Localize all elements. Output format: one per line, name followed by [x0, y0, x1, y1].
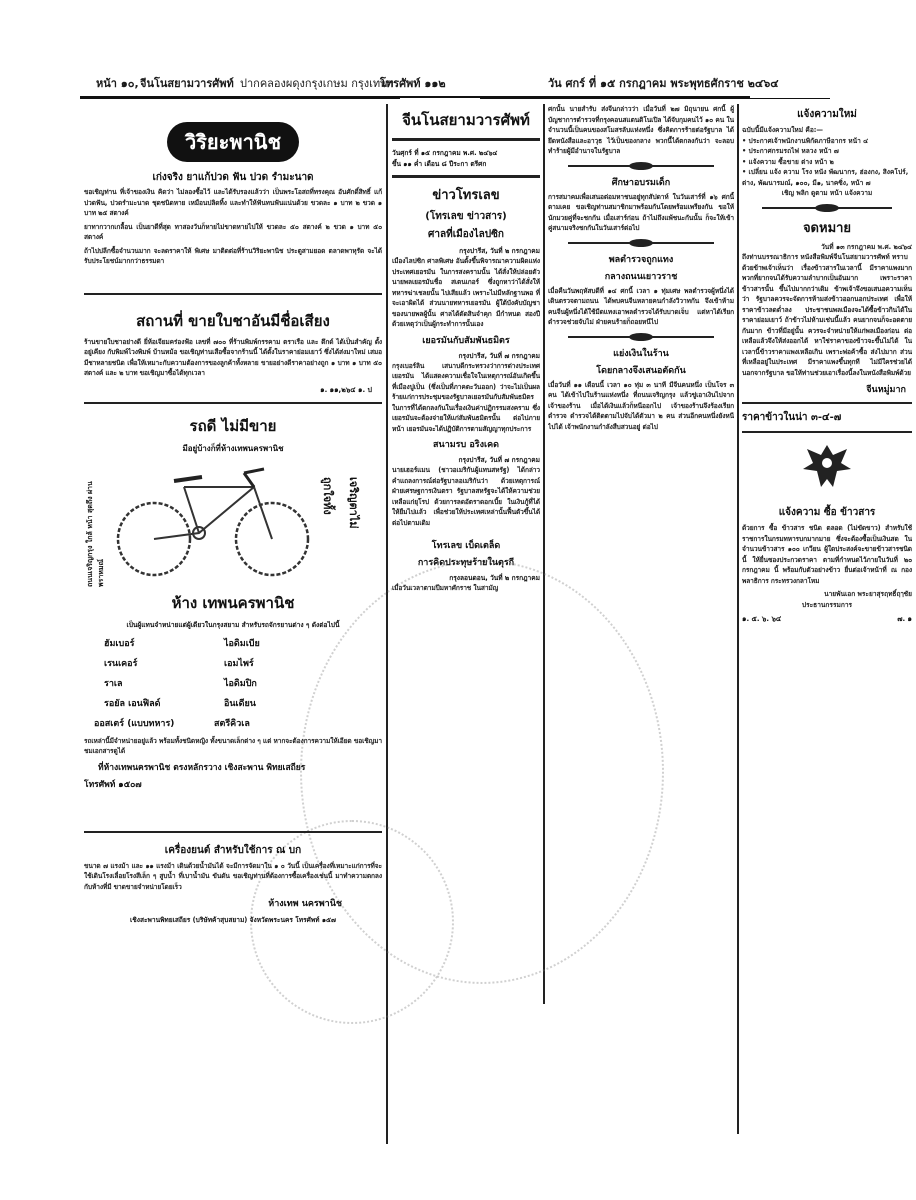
notice-lead: ฉบับนี้มีแจ้งความใหม่ คือ:—	[742, 126, 824, 134]
section-divider	[84, 293, 382, 295]
story-body: เมื่อวันที่ ๑๑ เดือนนี้ เวลา ๑๐ ทุ่ม ๓ นาที มีจีนคนหนึ่ง เป็นโจร ๓ คน ได้เข้าไปในร้านแห่งหนึ่ง ที่ถนนเจริญกรุง แล้วขู่เอาเงินไปจากเจ้าของร้าน เมื่อได้เงินแล้วก็หนีออกไป เจ้าของร้านจึงร้องเรียกตำรวจ ตำรวจได้ติดตามไปจับได้ตัวมา ๒ คน ส่วนอีกคนหนึ่งยังหนีไปได้ เจ้าพนักงานกำลังสืบสวนอยู่ ต่อไป	[548, 380, 734, 431]
story-body: เมื่อคืนวันพฤหัสบดีที่ ๑๔ ศกนี้ เวลา ๑ ทุ่มเศษ พลตำรวจผู้หนึ่งได้เดินตรวจตามถนน ได้พบคนจีนหลายคนกำลังวิวาทกัน จึงเข้าห้าม คนจีนผู้หนึ่งได้ใช้มีดแทงเอาพลตำรวจได้รับบาดเจ็บ แต่หาได้เรียกตำรวจช่วยจับไม่ ฝ่ายคนร้ายก็ถอยหนีไป	[548, 286, 734, 326]
brand-row: รอยัล เอนฟิลด์ อินเดียน	[104, 698, 256, 709]
brand-row: เรนเคอร์ เอมไพร์	[104, 658, 254, 669]
brand-row: ออสเตร์ (แบบทหาร) สตรีคิวเล	[94, 718, 250, 729]
brand-row: ฮัมเบอร์ ไอดิมเบีย	[104, 638, 260, 649]
section-divider	[742, 431, 912, 433]
ad-side-text-left: ถนนเจริญกรุง ใกล้ หน้า สุดถึง ผ่านพราหมณ์	[86, 480, 105, 587]
column-4	[742, 104, 912, 1192]
story-dateline: กรุงปารีส, วันที่ ๗ กรกฎาคม	[458, 456, 540, 464]
header-paper-name: จีนโนสยามวารศัพท์	[140, 77, 234, 90]
notice-sig-title: ประธานกรรมการ	[801, 600, 853, 609]
story-dateline: กรุงปารีส, วันที่ ๗ กรกฎาคม	[458, 351, 540, 360]
ad-engine-sig: ห้างเทพ นครพานิช	[268, 899, 342, 909]
notice-code: ๑. ๕. ๖. ๖๔	[742, 615, 782, 623]
story-heading: สนามรบ อริงเคด	[433, 440, 499, 450]
bicycle-illustration-area	[84, 457, 382, 587]
ad-store-name: ห้าง เทพนครพานิช	[171, 593, 295, 612]
ad-bicycle-subtitle: มีอยู่บ้างก็ที่ห้างเทพนครพานิช	[182, 443, 284, 453]
ad-engine-address: เชิงสะพานพิทยเสถียร (บริษัทค้าสุบสยาม) จังหวัดพระนคร โทรศัพท์ ๑๕๗	[130, 916, 336, 924]
issue-lunar-date: ขึ้น ๑๑ ค่ำ เดือน ๘ ปีระกา ตรีศก	[392, 160, 487, 168]
story-body: เมืองไลปซิก ศาลพิเศษ อันตั้งขึ้นพิจารณาความผิดแห่งประเทศเยอรมัน ในการสงครามนั้น ได้สั่งให้ปล่อยตัวนายพลเยอรมันชื่อ สเตนเกอร์ ซึ่งถูกหาว่าได้สั่งให้ทหารฆ่าเชลยนั้น ไปเสียแล้ว เพราะไม่มีหลักฐานพอ ที่จะเอาผิดได้ ส่วนนายทหารเยอรมัน ผู้ใต้บังคับบัญชาของนายพลผู้นั้น ศาลได้ตัดสินจำคุก มีกำหนด สองปี ด้วยเหตุว่าเป็นผู้กระทำการนั้นเอง	[392, 257, 540, 328]
ad-tagline: เก่งจริง ยาแก้ปวด ฟัน ปวด รำมะนาด	[152, 172, 314, 183]
ad-bicycle-body: รถเหล่านี้มีจำหน่ายอยู่แล้ว พร้อมทั้งชนิดหญิง ทั้งขนาดเล็กต่าง ๆ แต่ หากจะต้องการความให้เอียด ขอเชิญมาชมเอกสารดูได้	[84, 736, 382, 755]
column-divider-2	[543, 104, 545, 1004]
story-heading: ศาลที่เมืองไลปซิก	[428, 229, 504, 240]
rice-price-heading: ราคาข้าวในน่า ๓-๔-๗	[742, 412, 842, 423]
ad-bicycle-address: ที่ห้างเทพนครพานิช ตรงหลักรวาง เชิงสะพาน พิทยเสถียร	[98, 762, 306, 773]
brand-row: ราเล ไอดิมปิก	[104, 678, 257, 689]
header-publisher: ปากคลองผดุงกรุงเกษม กรุงเทพฯ	[240, 77, 394, 90]
header-rule-left	[80, 96, 400, 99]
story-heading: ศึกษาอบรมเด็ก	[611, 177, 671, 188]
letter-date: วันที่ ๑๓ กรกฎาคม พ.ศ. ๒๔๖๔	[821, 242, 912, 251]
section-divider	[84, 402, 382, 404]
notice-item: • ประกาศกรมรถไฟ หลวง หน้า ๗	[742, 147, 839, 155]
ad-engine-body: ขนาด ๗ แรงม้า และ ๑๑ แรงม้า เดินด้วยน้ำมันได้ จะมีการจัดมาใน ๑ ๐ วันนี้ เป็นเครื่องที่เหมาะแก่การที่จะใช้เดินโรงเลื่อยโรงสีเล็ก ๆ สูบน้ำ ที่เบาน้ำมัน ขันดัน ขอเชิญท่านที่ต้องการซื้อเครื่องเช่นนี้ มาทำความตกลงกับห้างที่มี ขาดขายจำหน่ายโดยเร็ว	[84, 861, 382, 891]
story-body: เมื่อวันเวลาตามปีมหาศักราช ในสามัญ	[392, 584, 499, 592]
column-3	[548, 104, 734, 1192]
story-body: ศกนั้น นายสำรับ ส่งจีนกล่าวว่า เมื่อวันที่ ๒๗ มิถุนายน ศกนี้ ผู้บัญชาการตำรวจที่กรุงคอนสแตนติโนเปิล ได้จับกุมคนไว้ ๑๐ คน ในจำนวนนี้เป็นคนของสโมสรลับแห่งหนึ่ง ซึ่งคิดการร้ายต่อรัฐบาล ได้ยึดหนังสือและอาวุธ ไว้เป็นของกลาง พวกนี้ได้ตกลงกันว่า จะลอบทำร้ายผู้มีอำนาจในรัฐบาล	[548, 105, 734, 155]
notice-heading: แจ้งความใหม่	[797, 109, 857, 120]
story-heading: แย่งเงินในร้าน	[613, 348, 669, 359]
masthead-rule	[392, 138, 540, 141]
column-1	[84, 104, 382, 1192]
masthead-rule	[392, 175, 540, 178]
ad-bicycle-phone: โทรศัพท์ ๑๕๐๗	[84, 779, 142, 790]
story-subtitle: (โทรเลข ข่าวสาร)	[425, 211, 507, 222]
story-dateline: กรุงลอนดอน, วันที่ ๒ กรกฎาคม	[449, 574, 540, 582]
ad-code: ๑. ๑๑,๒๖๔ ๑. ป	[320, 385, 372, 394]
notice-heading: แจ้งความ ซื้อ ข้าวสาร	[778, 507, 876, 518]
header-rule-right	[480, 98, 830, 99]
garuda-icon	[799, 439, 855, 495]
letter-heading: จดหมาย	[802, 220, 852, 236]
masthead: จีนโนสยามวารศัพท์	[402, 111, 530, 129]
notice-item: • แจ้งความ ซื้อขาย ต่าง หน้า ๒	[742, 157, 834, 166]
story-heading: โทรเลข เบ็ดเตล็ด	[431, 541, 501, 551]
notice-code2: ๗. ๑	[897, 615, 912, 623]
notice-item: • เปลี่ยน แจ้ง ความ โรง หนัง พัฒนากร, ฮ่องกง, สิงคโปร์, ต่าง, พัฒนารมณ์, ๑๐๐, มี๑, นาคซิ่ง, หน้า ๗	[742, 168, 909, 187]
letter-to: ถึงท่านบรรณาธิการ หนังสือพิมพ์จีนโนสยามวารศัพท์ ทราบ	[742, 253, 908, 261]
story-body: การสมาคมเพื่อเสนอต่อมหาชนอยู่ทุกสัปดาห์ ในวันเสาร์ที่ ๑๖ ศกนี้ ตามเคย ขอเชิญท่านสมาชิกมาพร้อมกันโดยพร้อมเพรียงกัน ขอให้นักมวยคู่ที่จะชกกัน เมื่อเสาร์ก่อน ถ้าไม่ถึงแพ้ชนะกันนั้น ก็จะให้เข้าคู่สนามจริงชกกันในวันเสาร์ต่อไป	[548, 192, 734, 232]
ad-engine-title: เครื่องยนต์ สำหรับใช้การ ณ บก	[164, 844, 302, 856]
issue-date: วันศุกร์ ที่ ๑๕ กรกฎาคม พ.ศ. ๒๔๖๔	[392, 149, 498, 157]
section-flourish	[568, 336, 714, 338]
notice-sig: นายพันเอก พระยาสุรฤทธิ์ฤๅชัย	[824, 590, 912, 598]
section-flourish	[568, 242, 714, 244]
brand-list	[84, 636, 382, 730]
notice-footer: เชิญ พลิก ดูตาม หน้า แจ้งความ	[781, 189, 873, 197]
ad-body: ยาทากวากเกลื้อน เป็นยาดีที่สุด ทาสองวันก็หายไม่ขาดหายไปให้ ขวดละ ๕๐ สตางค์ ๒ ขวด ๑ บาท ๕๐ สตางค์	[84, 222, 382, 241]
story-subheading: การคิดประทุษร้ายในตุรกี	[417, 558, 515, 568]
ad-side-text-right-1: ถูกใจทั้ง	[321, 476, 334, 515]
story-subheading: กลางถนนเยาวราช	[604, 271, 678, 282]
page-number: หน้า ๑๐,	[96, 77, 139, 90]
column-divider-3	[737, 104, 739, 1134]
story-heading: พลตำรวจถูกแทง	[608, 254, 674, 265]
story-dateline: กรุงปารีส, วันที่ ๒ กรกฎาคม	[459, 247, 540, 255]
section-divider	[742, 402, 912, 404]
letter-sig: จีนหมู่มาก	[866, 385, 906, 395]
story-subheading: โดยกลางจึงเสนอตัดกัน	[596, 365, 686, 376]
notice-body: ด้วยการ ซื้อ ข้าวสาร ชนิด ตลอด (ไม่ขัดขาว) สำหรับใช้ ราชการในกรมทหารบกมากมาย ซึ่งจะต้องซื้อเป็นเงินสด ในจำนวนข้าวสาร ๑๐๐ เกวียน ผู้ใดประสงค์จะขายข้าวสารชนิดนี้ ให้ยื่นซองประกวดราคา ตามที่กำหนดไว้ภายในวันที่ ๒๐ กรกฎาคม นี้ พร้อมกับตัวอย่างข้าว ยื่นต่อเจ้าหน้าที่ ณ กองพลาธิการ กระทรวงกลาโหม	[742, 524, 912, 585]
story-body: นายเฮอร์แมน (ชาวอเมริกันผู้แทนสหรัฐ) ได้กล่าวคำแถลงการณ์ต่อรัฐบาลอเมริกันว่า ด้วยเหตุการณ์ฝ่ายเศรษฐการเงินตรา รัฐบาลสหรัฐจะได้ให้ความช่วยเหลือแก่ยุโรป ด้วยการลดอัตราดอกเบี้ย ในเงินกู้ที่ได้ให้ยืมไปแล้ว เพื่อช่วยให้ประเทศเหล่านั้นฟื้นตัวขึ้นได้ต่อไปตามเดิม	[392, 466, 540, 527]
ad-banner-title: วิริยะพานิช	[167, 122, 299, 162]
letter-body: ด้วยข้าพเจ้าเห็นว่า เรื่องข้าวสารในเวลานี้ มีราคาแพงมาก พวกที่ยากจนได้รับความลำบากเป็นอันมาก เพราะราคาข้าวสารนั้น ขึ้นไปมากกว่าเดิม ข้าพเจ้าจึงขอเสนอความเห็นว่า รัฐบาลควรจะจัดการห้ามส่งข้าวออกนอกประเทศ เพื่อให้ราคาข้าวลดต่ำลง ประชาชนพลเมืองจะได้ซื้อข้าวกินได้ในราคาย่อมเยาว์ ถ้าข้าวไม่ห้ามเช่นนี้แล้ว คนยากจนก็จะอดตายกันมาก ข้าวที่มีอยู่นั้น ควรจะจำหน่ายให้แก่พลเมืองก่อน ต่อเหลือแล้วจึงให้ส่งออกได้ หาใช่ราคาของข้าวจะขึ้นไม่ได้ ในเวลานี้ข้าวราคาแพงเหลือเกิน เพราะพ่อค้าซื้อ ส่งไปมาก ส่วนที่เหลืออยู่ในประเทศ มีราคาแพงขึ้นทุกที ไม่มีใครช่วยได้ นอกจากรัฐบาล ขอให้ท่านช่วยเอาเรื่องนี้ลงในหนังสือพิมพ์ด้วย	[742, 263, 912, 377]
ad-tea-title: สถานที่ ขายใบชาอันมีชื่อเสียง	[136, 311, 330, 330]
column-divider-1	[386, 104, 388, 1144]
section-divider	[84, 831, 382, 833]
section-flourish	[568, 165, 714, 167]
notice-item: • ประกาศเจ้าพนักงานพิกัดภาษีอากร หน้า ๔	[742, 136, 869, 145]
header-date: วัน ศกร์ ที่ ๑๕ กรกฎาคม พระพุทธศักราช ๒๔๖๔	[548, 77, 779, 90]
garuda-emblem	[742, 439, 912, 499]
story-body: กรุงเบอร์ลิน เสนาบดีกระทรวงว่าการต่างประเทศเยอรมัน ได้แสดงความเชื่อใจในเหตุการณ์อันเกิดขึ้น ที่เมืองปูเป็น (ซึ่งเป็นที่ภาคตะวันออก) ว่าจะไม่เป็นผลร้ายแก่การประชุมของรัฐบาลเยอรมันกับสัมพันธมิตร ในการที่ได้ตกลงกันในเรื่องเงินค่าปฏิกรรมสงคราม ซึ่งเยอรมันจะต้องจ่ายให้แก่สัมพันธมิตรนั้น ต่อไปภายหน้า เยอรมันจะได้ปฏิบัติการตามสัญญาทุกประการ	[392, 361, 540, 433]
header-phone: โทรศัพท์ ๑๑๒	[380, 77, 446, 90]
ad-body: ถ้าไปปลีกซื้อจำนวนมาก จะลดราคาให้ พิเศษ มาติดต่อที่ร้านวิริยะพานิช ประตูสามยอด ตลาดพาหุรัด จะได้รับประโยชน์มากกว่าธรรมดา	[84, 246, 382, 265]
ad-tea-body: ร้านขายใบชาอย่างดี ยี่ห้อเจียมคร่องฟ้อ เลขที่ ๗๐๐ ที่ร้านพิมพ์กรรคาม ตราเรือ และ ตึกด์ ได้เป็นสำคัญ ตั้งอยู่เคียง กับพิมพ์ไวงพิมพ์ บ้านหม้อ ขอเชิญท่านเสือซื้อจากร้านนี้ ได้ตั้งในราคาย่อมเยาว์ ซึ่งได้ส่งมาใหม่ เสมอ มีชาหลายชนิด เพื่อให้เหมาะกับความต้องการของลูกค้าทั้งหลาย ขายอย่างดีราคาอย่างถูก ๑ บาท ๑ บาท ๕๐ สตางค์ และ ๒ บาท ขอเชิญมาซื้อได้ทุกเวลา	[84, 337, 382, 377]
ad-body: ขอเชิญท่าน ที่เจ้าของเงิน คิดว่า ไม่ลองซื้อไว้ และได้รับรองแล้วว่า เป็นพระโอสถที่ทรงคุณ อันศักดิ์สิทธิ์ แก้ปวดฟัน, ปวดรำมะนาด ชุดชนิดหาย เหมือนปลิดทิ้ง และทำให้ฟันทนฟันแน่นด้วย ขวดละ ๑ บาท ๒ ขวด ๑ บาท ๒๕ สตางค์	[84, 188, 382, 217]
ad-bicycle-title: รถดี ไม่มีขาย	[189, 416, 277, 435]
bicycle-icon	[114, 467, 314, 587]
story-heading: เยอรมันกับสัมพันธมิตร	[422, 335, 510, 346]
column-2	[392, 104, 540, 1192]
notice-code-row	[742, 614, 912, 625]
ad-viriyapanich	[84, 122, 382, 162]
ad-side-text-right-2: เจริญตาไม่	[347, 476, 360, 529]
ad-store-sub: เป็นผู้แทนจำหน่ายแต่ผู้เดียวในกรุงสยาม สำหรับรถจักรยานต่าง ๆ ดังต่อไปนี้	[126, 620, 340, 629]
story-title: ข่าวโทรเลข	[432, 188, 500, 203]
section-flourish	[762, 207, 892, 209]
